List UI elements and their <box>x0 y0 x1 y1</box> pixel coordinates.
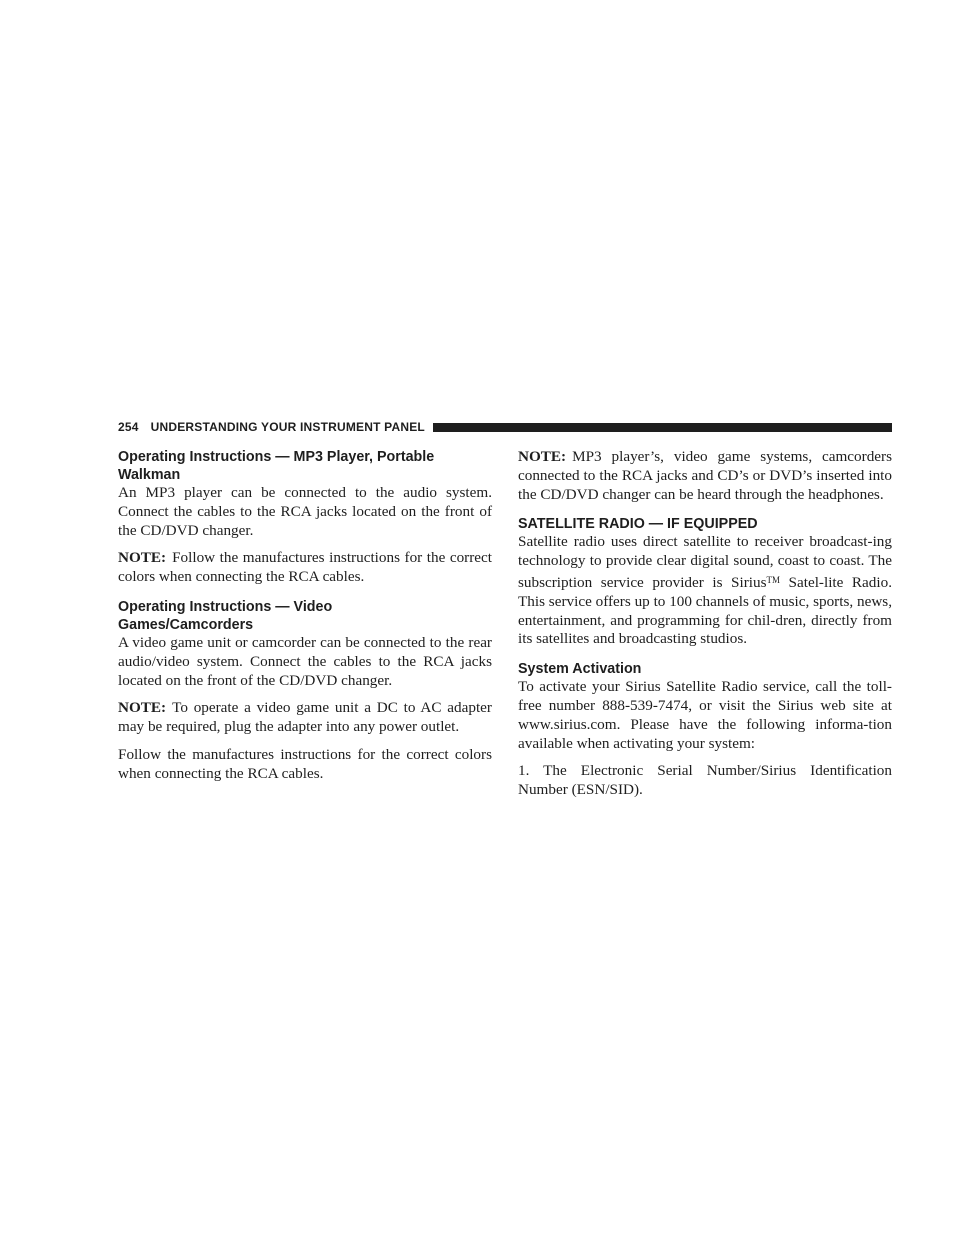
video-heading-line1: Operating Instructions — Video <box>118 598 333 615</box>
mp3-heading <box>118 448 492 484</box>
page-header <box>118 419 892 435</box>
satellite-body-part1: Satellite radio uses direct satellite to receiver broadcast-ing technology to provide clear digital sound, coast to coast. The subscription service provider is Sirius <box>518 533 892 591</box>
satellite-heading: SATELLITE RADIO — IF EQUIPPED <box>518 516 758 533</box>
mp3-note <box>118 549 492 587</box>
trademark-mark: TM <box>766 574 780 585</box>
mp3-body: An MP3 player can be connected to the audio system. Connect the cables to the RCA jacks located on the front of the CD/DVD changer. <box>118 484 492 539</box>
satellite-body <box>518 533 892 649</box>
mp3-heading-line1: Operating Instructions — MP3 Player, Portable <box>118 449 435 465</box>
headphones-note <box>518 448 892 504</box>
activation-item-1: 1. The Electronic Serial Number/Sirius Identification Number (ESN/SID). <box>518 762 892 799</box>
note-label: NOTE: <box>518 448 567 465</box>
page-number: 254 <box>118 420 139 434</box>
header-rule <box>433 423 892 432</box>
note-text: MP3 player’s, video game systems, camcorders connected to the RCA jacks and CD’s or DVD’s inserted into the CD/DVD changer can be heard through the headphones. <box>518 448 892 503</box>
left-column <box>118 448 492 784</box>
video-heading <box>118 598 492 634</box>
video-body: A video game unit or camcorder can be connected to the rear audio/video system. Connect the cables to the RCA jacks located on the front of the CD/DVD changer. <box>118 633 492 689</box>
satellite-body-part2: Satel-lite Radio. This service offers up to 100 channels of music, sports, news, entertainment, and programming for chil-dren, directly from its satellites and broadcasting studios. <box>518 573 893 648</box>
video-heading-line2: Games/Camcorders <box>118 616 254 633</box>
activation-heading: System Activation <box>518 661 642 678</box>
note-label: NOTE: <box>118 699 167 717</box>
note-text: To operate a video game unit a DC to AC adapter may be required, plug the adapter into any power outlet. <box>118 699 492 736</box>
follow-instructions-text: Follow the manufactures instructions for the correct colors when connecting the RCA cables. <box>118 745 492 782</box>
mp3-heading-line2: Walkman <box>118 467 181 483</box>
running-title: UNDERSTANDING YOUR INSTRUMENT PANEL <box>150 420 425 434</box>
video-note <box>118 699 492 737</box>
right-column <box>518 448 892 800</box>
note-text: Follow the manufactures instructions for the correct colors when connecting the RCA cables. <box>118 549 492 586</box>
note-label: NOTE: <box>118 549 167 567</box>
activation-body: To activate your Sirius Satellite Radio service, call the toll-free number 888-539-7474, or visit the Sirius web site at www.sirius.com. Please have the following informa-tion available when activating your system: <box>518 678 892 752</box>
